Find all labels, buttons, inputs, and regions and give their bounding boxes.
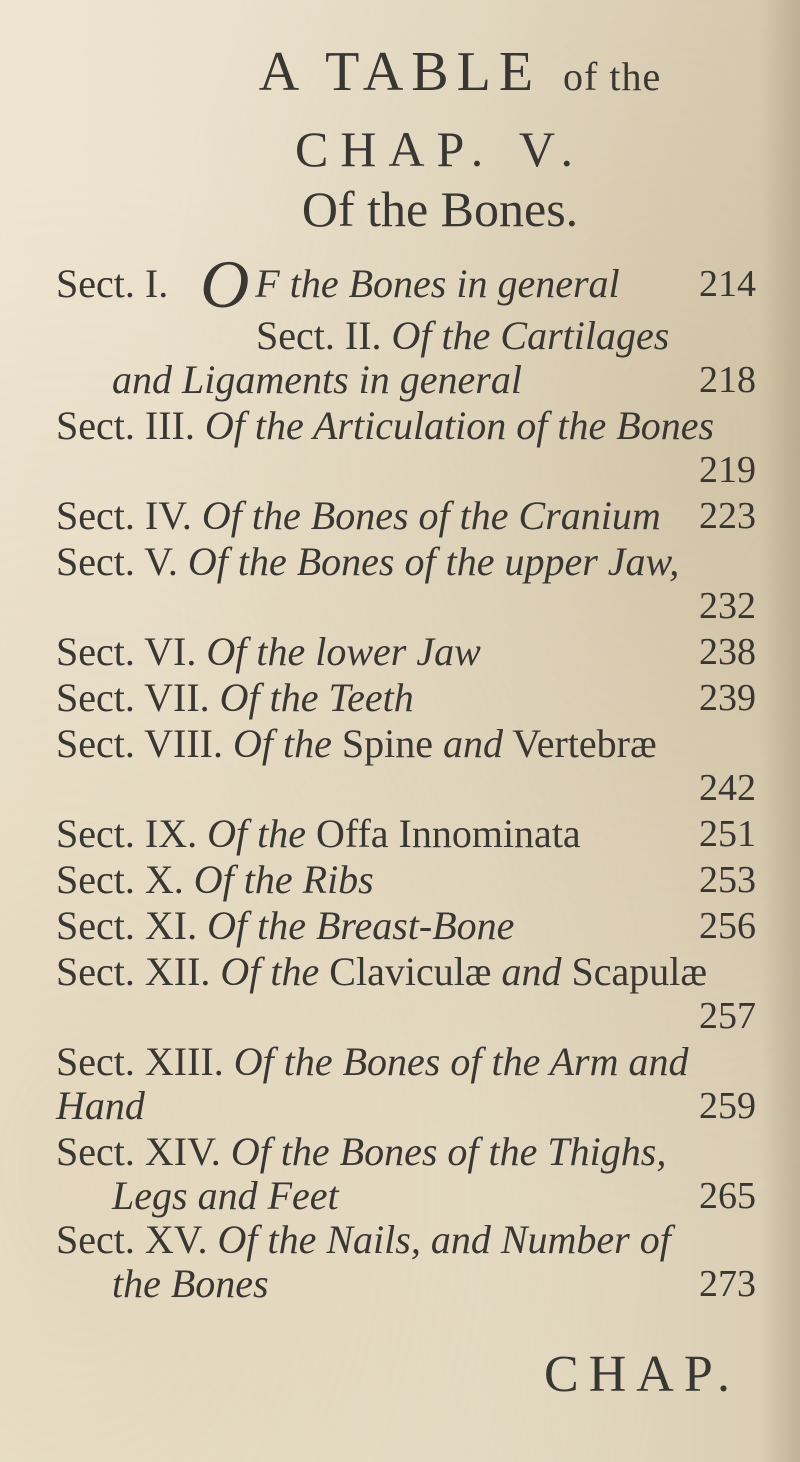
section-title: Of the Teeth xyxy=(219,675,414,720)
section-title: Of the Breast-Bone xyxy=(207,903,515,948)
section-label: Sect. VI. xyxy=(56,629,197,674)
section-label: Sect. V. xyxy=(56,539,178,584)
section-title: Of the Ribs xyxy=(193,857,374,902)
page-number: 219 xyxy=(699,449,756,491)
page-number: 251 xyxy=(699,813,756,855)
section-title: Of the Bones of the Cranium xyxy=(201,493,661,538)
table-title-small: of the xyxy=(563,54,662,99)
section-label: Sect. XIII. xyxy=(56,1039,224,1084)
toc-entry-sect-4 xyxy=(56,494,756,538)
section-title-term: Claviculæ xyxy=(329,949,492,994)
page-number: 253 xyxy=(699,859,756,901)
toc-entry-sect-15 xyxy=(56,1218,756,1306)
page-number: 257 xyxy=(699,995,756,1037)
section-title: Of the Bones of the Thighs, xyxy=(230,1129,667,1174)
section-title: F the Bones in general xyxy=(255,261,620,306)
section-title: Of the Bones of the Arm and xyxy=(233,1039,689,1084)
section-label: Sect. IV. xyxy=(56,493,192,538)
page-number: 242 xyxy=(699,767,756,809)
section-title-term: Spine xyxy=(341,721,433,766)
section-title-term-2: Vertebræ xyxy=(512,721,657,766)
section-label: Sect. XIV. xyxy=(56,1129,221,1174)
section-title-continued: Legs and Feet xyxy=(112,1173,339,1218)
section-label: Sect. XI. xyxy=(56,903,198,948)
table-title xyxy=(0,40,800,104)
section-title-term-2: Scapulæ xyxy=(571,949,708,994)
section-title: Of the Nails, and Number of xyxy=(217,1217,671,1262)
section-title-conj: and xyxy=(443,721,503,766)
toc-entry-sect-8 xyxy=(56,722,756,810)
page-number: 259 xyxy=(699,1085,756,1127)
page-number: 265 xyxy=(699,1175,756,1217)
toc-entry-sect-14 xyxy=(56,1130,756,1218)
section-label: Sect. I. xyxy=(56,261,169,306)
section-title-continued: Hand xyxy=(56,1083,145,1128)
section-label: Sect. IX. xyxy=(56,811,198,856)
page-number: 273 xyxy=(699,1263,756,1305)
chapter-heading: CHAP. V. xyxy=(294,121,586,177)
section-title: Of the xyxy=(220,949,320,994)
catchword: CHAP. xyxy=(544,1346,740,1403)
page-number: 238 xyxy=(699,631,756,673)
page-number: 256 xyxy=(699,905,756,947)
toc-entry-sect-5 xyxy=(56,540,756,628)
section-title: Of the Articulation of the Bones xyxy=(204,403,715,448)
toc-entry-sect-10 xyxy=(56,858,756,902)
toc-entry-sect-13 xyxy=(56,1040,756,1128)
page-number: 214 xyxy=(699,263,756,305)
section-title-continued: and Ligaments in general xyxy=(112,357,522,402)
page-number: 218 xyxy=(699,359,756,401)
toc-entry-sect-12 xyxy=(56,950,756,1038)
section-title: Of the xyxy=(233,721,332,766)
section-title: Of the lower Jaw xyxy=(206,629,481,674)
chapter-subject: Of the Bones. xyxy=(301,181,579,237)
section-title-term: Offa Innominata xyxy=(315,811,581,856)
section-title: Of the Bones of the upper Jaw, xyxy=(187,539,680,584)
section-title-continued: the Bones xyxy=(112,1261,269,1306)
section-label: Sect. XII. xyxy=(56,949,211,994)
drop-initial: O xyxy=(200,246,250,322)
toc-entry-sect-11 xyxy=(56,904,756,948)
toc-entry-sect-7 xyxy=(56,676,756,720)
section-label: Sect. XV. xyxy=(56,1217,208,1262)
section-label: Sect. III. xyxy=(56,403,195,448)
section-label: Sect. VII. xyxy=(56,675,210,720)
toc-entry-sect-9 xyxy=(56,812,756,856)
table-title-main: A TABLE xyxy=(258,41,542,103)
toc-entry-sect-2 xyxy=(56,314,756,402)
section-label: Sect. VIII. xyxy=(56,721,223,766)
section-label: Sect. II. xyxy=(256,313,382,358)
page-number: 223 xyxy=(699,495,756,537)
section-title-conj: and xyxy=(501,949,562,994)
section-title: Of the xyxy=(207,811,306,856)
toc-entry-sect-3 xyxy=(56,404,756,492)
page-number: 239 xyxy=(699,677,756,719)
toc-entry-sect-1 xyxy=(56,246,756,322)
page-number: 232 xyxy=(699,585,756,627)
toc-entry-sect-6 xyxy=(56,630,756,674)
section-title: Of the Cartilages xyxy=(391,313,670,358)
section-label: Sect. X. xyxy=(56,857,184,902)
